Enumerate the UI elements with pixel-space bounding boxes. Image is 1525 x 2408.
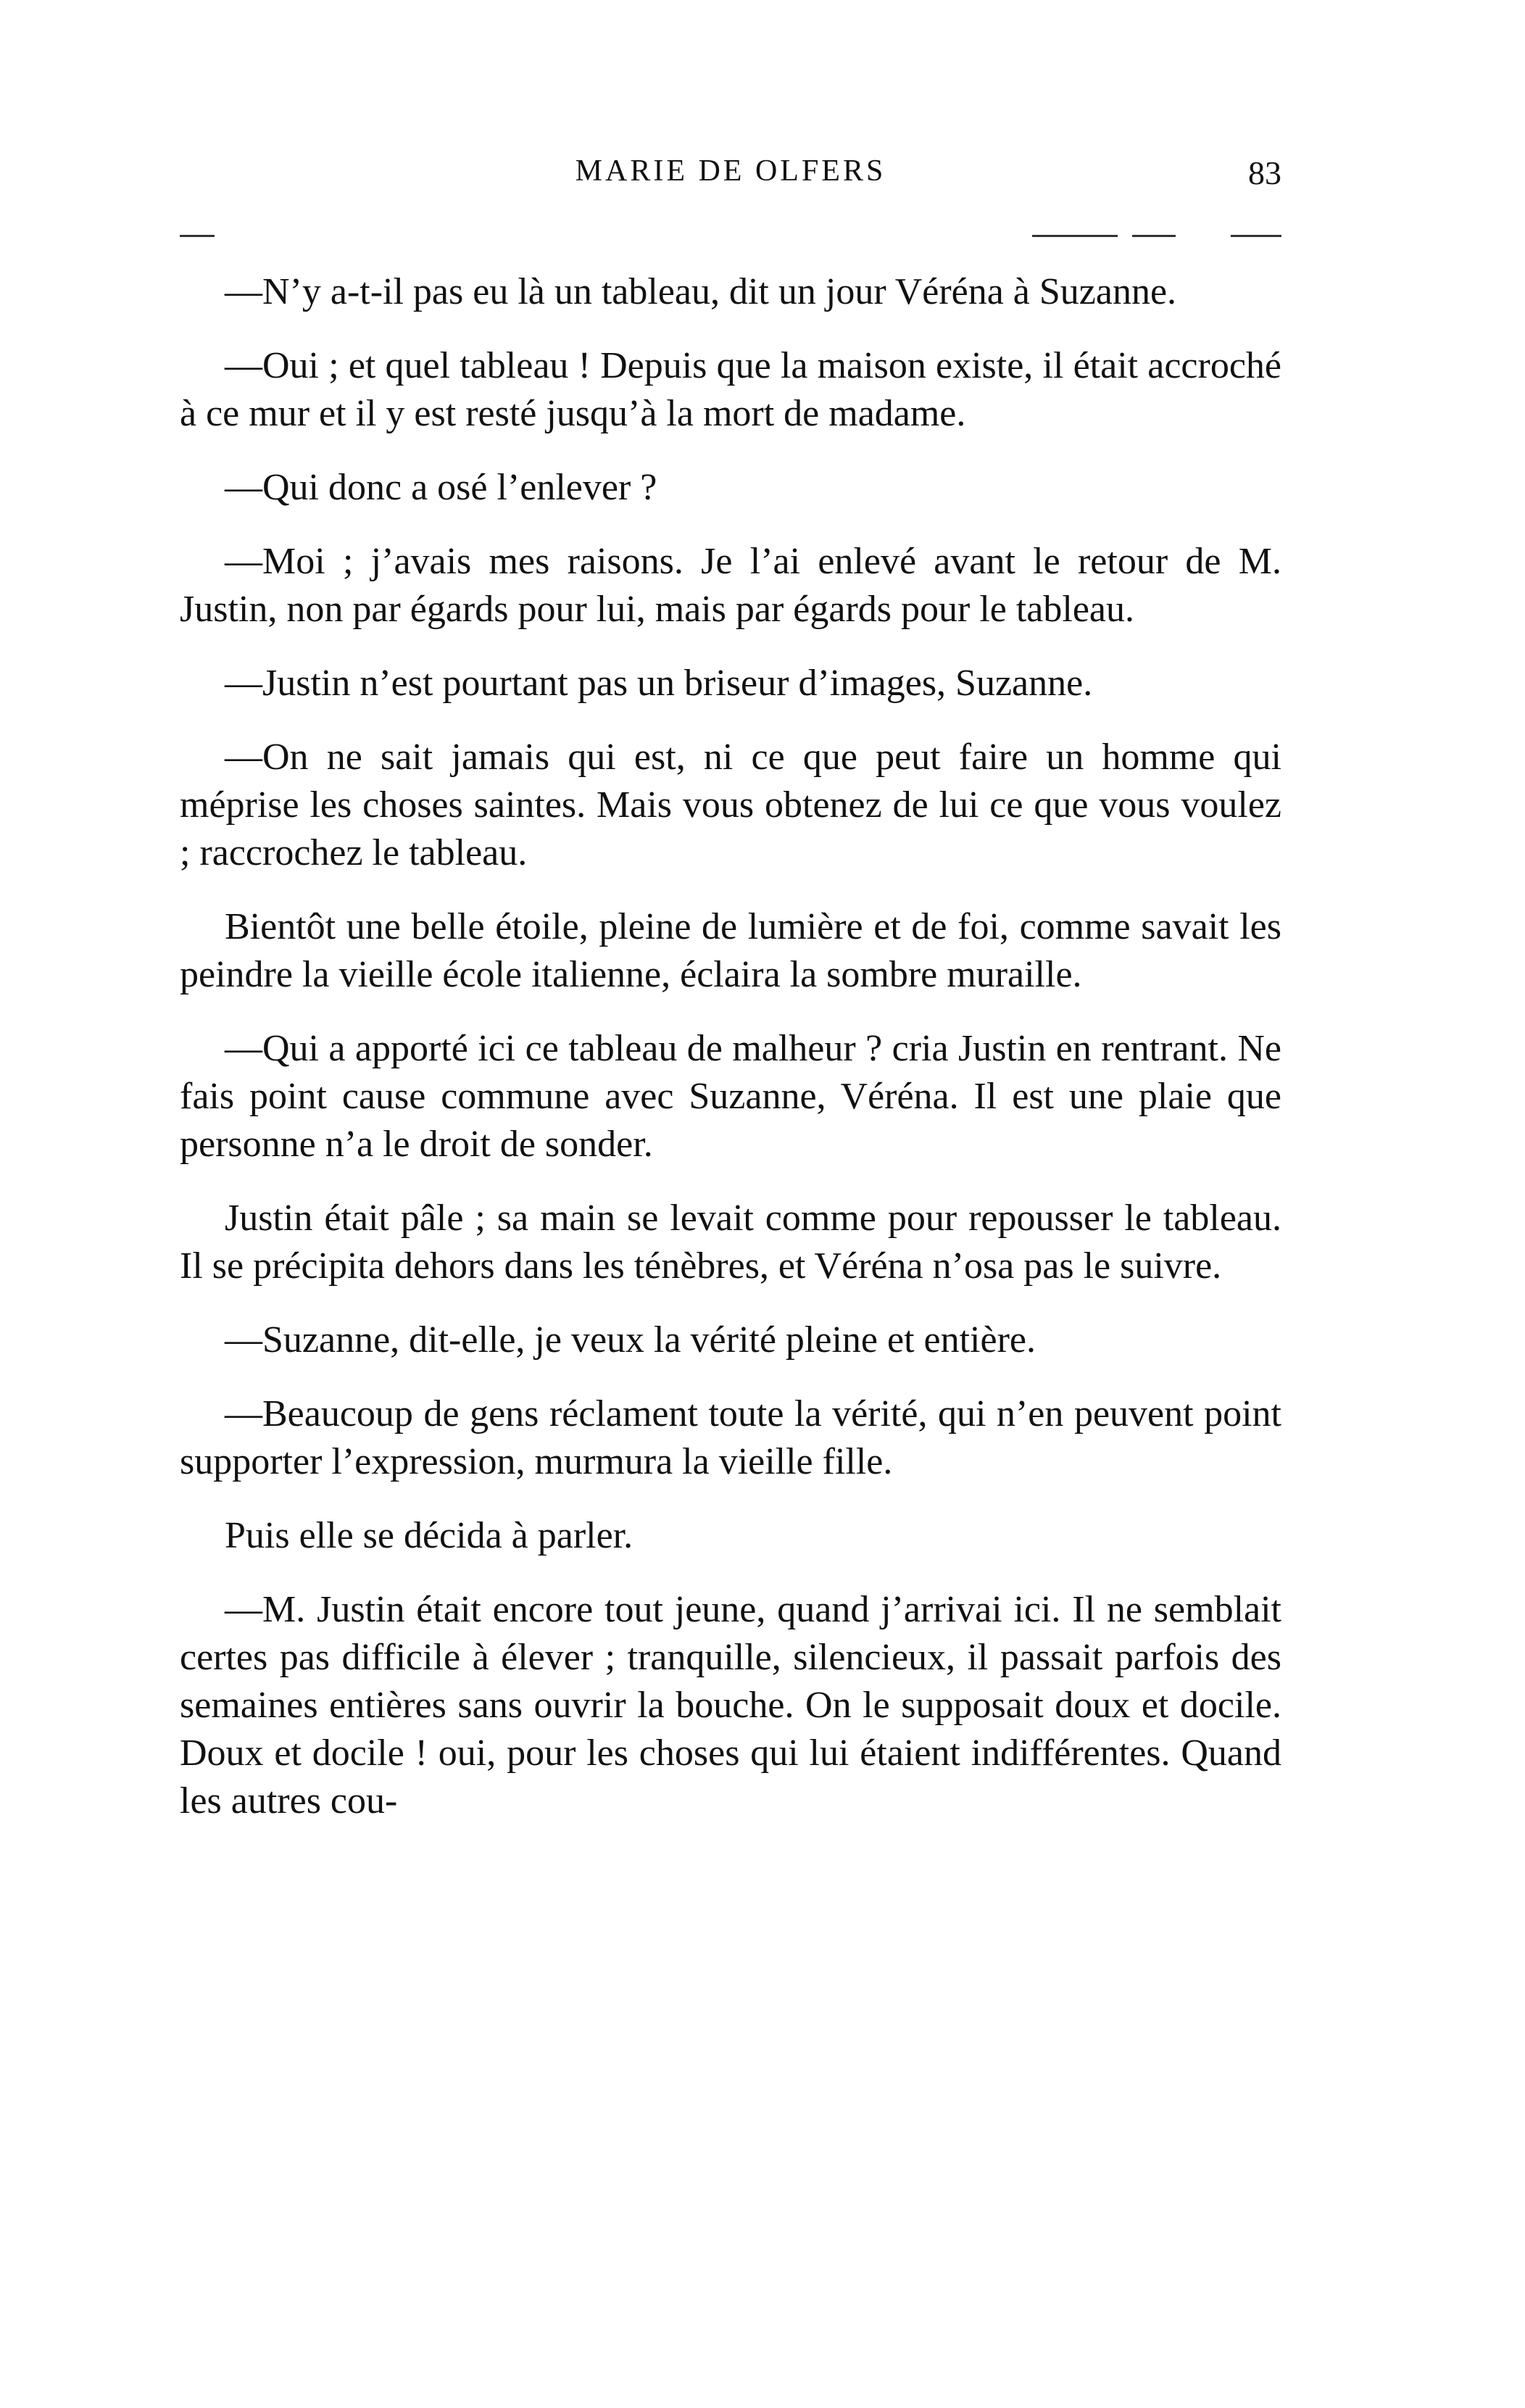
rule-mark (1231, 235, 1281, 237)
body-text (180, 268, 1281, 1825)
paragraph: —Qui a apporté ici ce tableau de malheur ? cria Justin en rentrant. Ne fais point cause commune avec Suzanne, Véréna. Il est une plaie que personne n’a le droit de sonder. (180, 1028, 1281, 1165)
paragraph: —Moi ; j’avais mes raisons. Je l’ai enlevé avant le retour de M. Justin, non par égards pour lui, mais par égards pour le tableau. (180, 541, 1281, 630)
paragraph: Justin était pâle ; sa main se levait comme pour repousser le tableau. Il se précipita dehors dans les ténèbres, et Véréna n’osa pas le suivre. (180, 1197, 1281, 1287)
paragraph: —N’y a-t-il pas eu là un tableau, dit un jour Véréna à Suzanne. (225, 271, 1177, 312)
paragraph: Puis elle se décida à parler. (225, 1515, 633, 1556)
rule-mark (180, 235, 215, 237)
paragraph: —Justin n’est pourtant pas un briseur d’images, Suzanne. (225, 663, 1093, 704)
running-title: MARIE DE OLFERS (575, 154, 886, 188)
paragraph: —M. Justin était encore tout jeune, quand j’arrivai ici. Il ne semblait certes pas difficile à élever ; tranquille, silencieux, il passait parfois des semaines entières sans ouvrir la bouche. On le supposait doux et docile. Doux et docile ! oui, pour les choses qui lui étaient indifférentes. Quand les autres cou- (180, 1589, 1281, 1822)
paragraph: —Oui ; et quel tableau ! Depuis que la maison existe, il était accroché à ce mur et il y est resté jusqu’à la mort de madame. (180, 345, 1281, 434)
rule-mark (1032, 235, 1118, 237)
running-head (180, 154, 1281, 204)
paragraph: —Qui donc a osé l’enlever ? (225, 467, 657, 508)
paragraph: —Beaucoup de gens réclament toute la vérité, qui n’en peuvent point supporter l’expression, murmura la vieille fille. (180, 1393, 1281, 1482)
paragraph: —On ne sait jamais qui est, ni ce que peut faire un homme qui méprise les choses saintes. Mais vous obtenez de lui ce que vous voulez ; raccrochez le tableau. (180, 736, 1281, 873)
header-rule-marks (180, 232, 1281, 239)
paragraph: Bientôt une belle étoile, pleine de lumière et de foi, comme savait les peindre la vieille école italienne, éclaira la sombre muraille. (180, 906, 1281, 995)
page-number: 83 (1248, 154, 1281, 191)
paragraph: —Suzanne, dit-elle, je veux la vérité pleine et entière. (225, 1319, 1036, 1361)
rule-mark (1132, 235, 1176, 237)
